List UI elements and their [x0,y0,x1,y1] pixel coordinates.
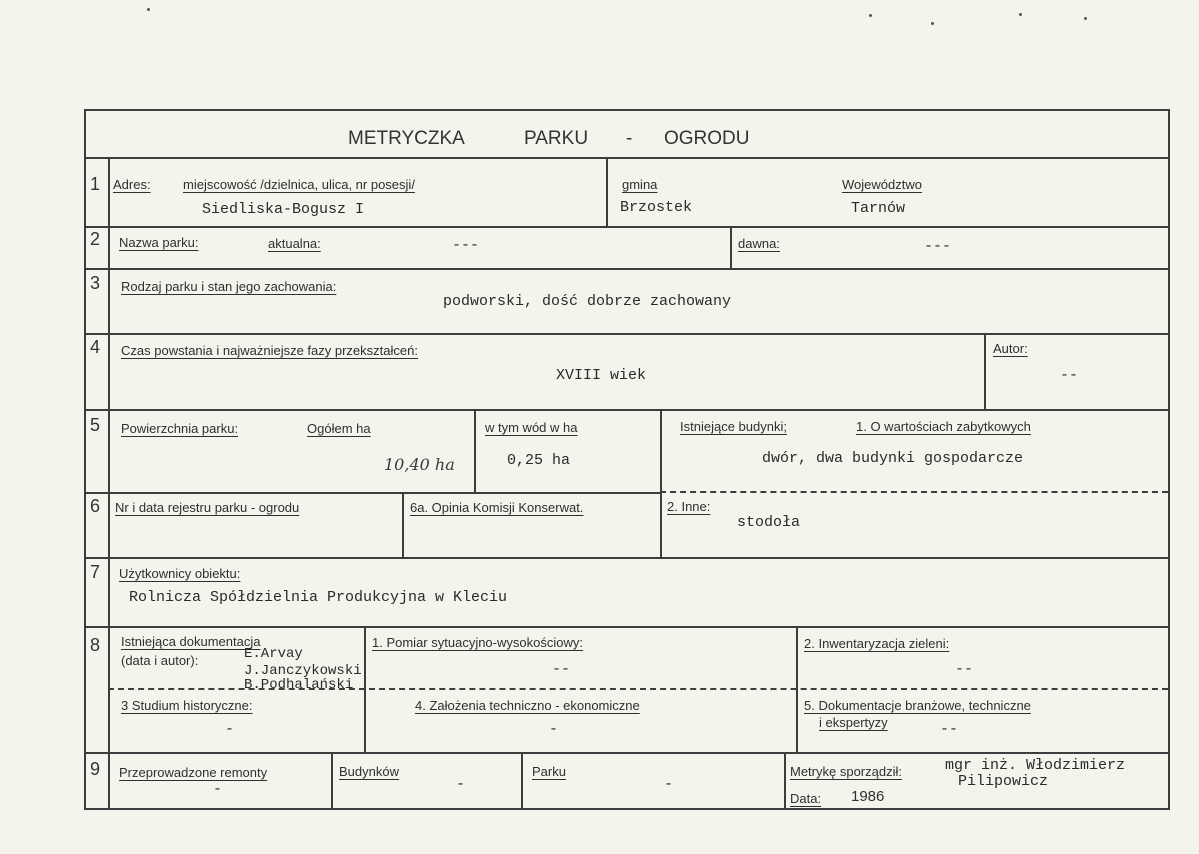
gmina-value: Brzostek [620,199,693,216]
row-number: 6 [90,496,101,516]
col-line [474,409,476,492]
paper-speck [1019,13,1022,16]
documentation-sublabel: (data i autor): [121,653,199,668]
number-column-line [108,157,110,810]
col-line [364,626,366,752]
register-label: Nr i data rejestru parku - ogrodu [115,500,300,515]
dashed-line [660,491,1168,493]
expert-docs-sublabel: i ekspertyzy [819,715,888,730]
paper-speck [931,22,934,25]
row-line [84,492,660,494]
survey-label: 1. Pomiar sytuacyjno-wysokościowy: [372,635,583,650]
expert-docs-value: -- [940,721,959,738]
buildings-repair-value: - [456,776,466,793]
date-label: Data: [790,791,822,806]
form-title-part2: PARKU [524,128,589,149]
origin-value: XVIII wiek [556,367,647,384]
form-title-part1: METRYCZKA [348,128,465,149]
park-name-label: Nazwa parku: [119,235,199,250]
row-line [84,626,1170,628]
greenery-inventory-value: -- [955,661,974,678]
historic-buildings-label: 1. O wartościach zabytkowych [856,419,1031,434]
former-name-label: dawna: [738,236,780,251]
water-area-label: w tym wód w ha [485,420,578,435]
date-value: 1986 [851,788,885,805]
row-line [84,752,1170,754]
users-value: Rolnicza Spółdzielnia Produkcyjna w Kleciu [129,589,508,606]
existing-buildings-label: Istniejące budynki; [680,419,787,434]
row-number: 8 [90,635,101,655]
expert-docs-label: 5. Dokumentacje branżowe, techniczne [804,698,1031,713]
repairs-label: Przeprowadzone remonty [119,765,268,780]
area-total-value: 10,40 ha [384,455,455,474]
park-repair-value: - [664,776,674,793]
row-line [84,268,1170,270]
row-number: 2 [90,229,101,249]
col-line [730,226,732,268]
buildings-repair-label: Budynków [339,764,399,779]
address-value: Siedliska-Bogusz I [202,201,365,218]
documentation-label: Istniejąca dokumentacja [121,634,261,649]
row-line [84,409,1170,411]
prepared-by-value: Pilipowicz [958,773,1049,790]
prepared-by-label: Metrykę sporządził: [790,764,902,779]
col-line [784,752,786,810]
author-value: -- [1060,367,1079,384]
col-line [660,409,662,557]
historic-buildings-value: dwór, dwa budynki gospodarcze [762,450,1024,467]
economic-assumptions-value: - [549,721,559,738]
gmina-label: gmina [622,177,658,192]
former-name-value: --- [924,238,952,255]
current-name-label: aktualna: [268,236,321,251]
row-line [84,226,1170,228]
row-number: 5 [90,415,101,435]
historical-study-label: 3 Studium historyczne: [121,698,253,713]
area-total-label: Ogółem ha [307,421,371,436]
form-title-separator: - [626,128,633,149]
row-line [84,333,1170,335]
border-left [84,109,86,810]
col-line [402,492,404,557]
col-line [796,626,798,752]
park-repair-label: Parku [532,764,566,779]
row-number: 3 [90,273,101,293]
origin-label: Czas powstania i najważniejsze fazy przekształceń: [121,343,418,358]
row-number: 9 [90,759,101,779]
survey-value: -- [552,661,571,678]
repairs-value: - [213,781,223,798]
paper-speck [869,14,872,17]
historical-study-value: - [225,721,235,738]
park-type-value: podworski, dość dobrze zachowany [443,293,732,310]
row-number: 1 [90,174,101,194]
paper-speck [1084,17,1087,20]
greenery-inventory-label: 2. Inwentaryzacja zieleni: [804,636,950,651]
users-label: Użytkownicy obiektu: [119,566,241,581]
address-label: Adres: [113,177,151,192]
paper-speck [147,8,150,11]
other-buildings-value: stodoła [737,514,801,531]
documentation-author: E.Arvay [244,646,303,662]
prepared-by-value: mgr inż. Włodzimierz [945,757,1126,774]
border-top [84,109,1170,111]
other-buildings-label: 2. Inne: [667,499,711,514]
row-number: 4 [90,337,101,357]
economic-assumptions-label: 4. Założenia techniczno - ekonomiczne [415,698,640,713]
current-name-value: --- [452,237,480,254]
documentation-author: J.Janczykowski [244,663,362,679]
park-type-label: Rodzaj parku i stan jego zachowania: [121,279,337,294]
row-line [84,557,1170,559]
author-label: Autor: [993,341,1028,356]
commission-opinion-label: 6a. Opinia Komisji Konserwat. [410,500,584,515]
form-title-part3: OGRODU [664,128,750,149]
voivodeship-value: Tarnów [851,200,906,217]
col-line [984,333,986,409]
documentation-author: B.Podhalański [244,677,354,693]
row-number: 7 [90,562,101,582]
voivodeship-label: Województwo [842,177,922,192]
border-right [1168,109,1170,810]
border-bottom [84,808,1170,810]
col-line [521,752,523,810]
water-area-value: 0,25 ha [507,452,571,469]
address-hint: miejscowość /dzielnica, ulica, nr posesji/ [183,177,415,192]
row-line [84,157,1170,159]
area-label: Powierzchnia parku: [121,421,239,436]
col-line [606,157,608,226]
col-line [331,752,333,810]
